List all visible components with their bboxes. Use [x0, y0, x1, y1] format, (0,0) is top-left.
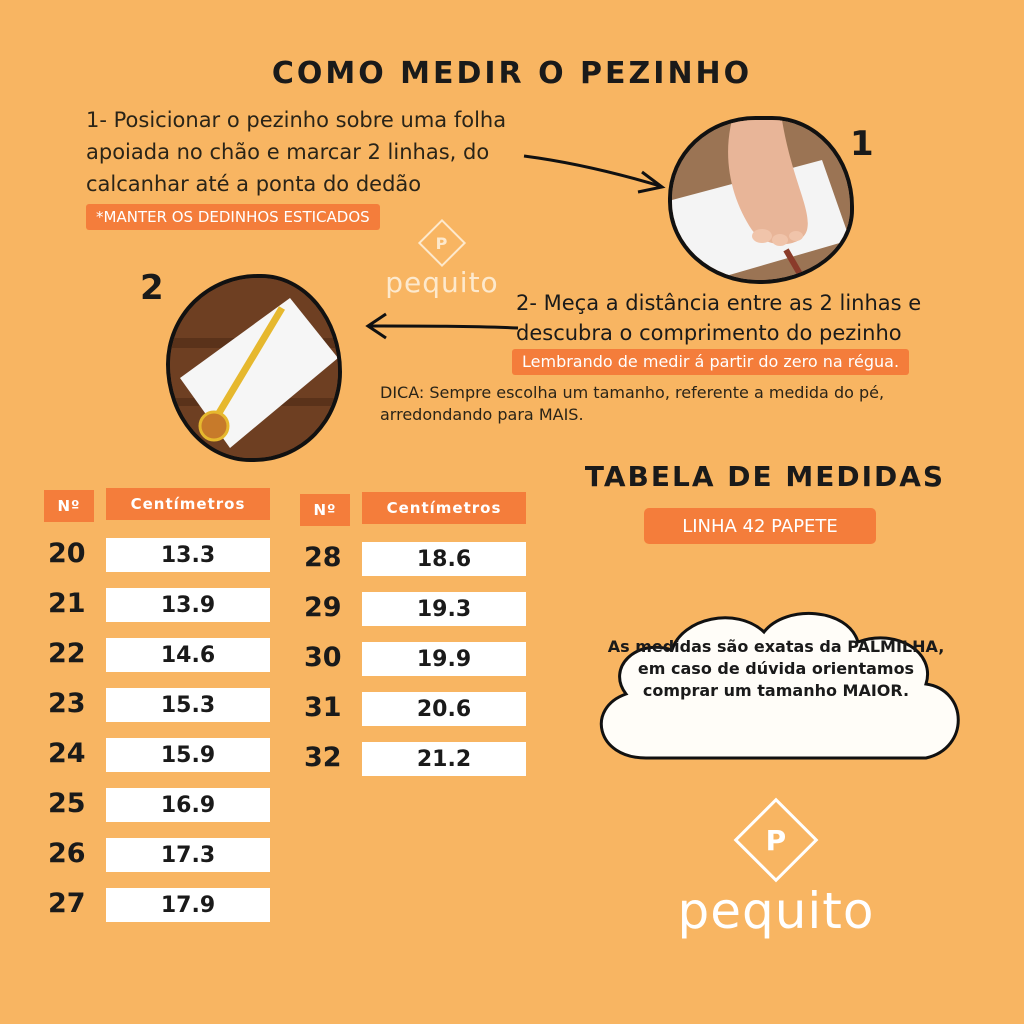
size-number: 23: [48, 688, 86, 719]
step2-instruction: 2- Meça a distância entre as 2 linhas e descubra o comprimento do pezinho: [516, 291, 922, 345]
left-col-num-header: Nº: [44, 490, 94, 522]
step1-tag: *MANTER OS DEDINHOS ESTICADOS: [86, 204, 380, 230]
size-cm: 19.3: [362, 592, 526, 626]
size-cm: 19.9: [362, 642, 526, 676]
size-cm: 14.6: [106, 638, 270, 672]
step1-number: 1: [850, 124, 874, 164]
size-number: 27: [48, 888, 86, 919]
size-number: 22: [48, 638, 86, 669]
step1-text: [86, 104, 526, 232]
brand-watermark: [382, 226, 502, 299]
size-number: 28: [304, 542, 342, 573]
step2-number: 2: [140, 268, 164, 308]
photo-foot-on-paper: [668, 116, 854, 284]
size-number: 25: [48, 788, 86, 819]
size-cm: 17.3: [106, 838, 270, 872]
size-number: 30: [304, 642, 342, 673]
size-cm: 13.9: [106, 588, 270, 622]
brand-logo-icon: P: [734, 798, 819, 883]
size-cm: 18.6: [362, 542, 526, 576]
arrow-to-photo1-icon: [520, 148, 670, 198]
brand-logo-icon: P: [418, 219, 466, 267]
size-number: 29: [304, 592, 342, 623]
right-col-cm-header: Centímetros: [362, 492, 526, 524]
size-number: 26: [48, 838, 86, 869]
size-number: 32: [304, 742, 342, 773]
table-title: TABELA DE MEDIDAS: [584, 460, 946, 493]
size-cm: 16.9: [106, 788, 270, 822]
brand-name-large: pequito: [677, 882, 875, 940]
step2-tag: Lembrando de medir á partir do zero na régua.: [512, 349, 909, 375]
tip-text: DICA: Sempre escolha um tamanho, referente a medida do pé, arredondando para MAIS.: [380, 383, 885, 424]
size-cm: 15.3: [106, 688, 270, 722]
page-title: COMO MEDIR O PEZINHO: [271, 56, 753, 91]
step1-instruction: 1- Posicionar o pezinho sobre uma folha apoiada no chão e marcar 2 linhas, do calcanhar até a ponta do dedão: [86, 108, 507, 196]
size-cm: 21.2: [362, 742, 526, 776]
left-col-cm-header: Centímetros: [106, 488, 270, 520]
size-cm: 20.6: [362, 692, 526, 726]
photo-ruler-measure: [166, 274, 342, 462]
size-number: 21: [48, 588, 86, 619]
size-cm: 15.9: [106, 738, 270, 772]
size-cm: 17.9: [106, 888, 270, 922]
size-number: 20: [48, 538, 86, 569]
size-number: 24: [48, 738, 86, 769]
line-tag: LINHA 42 PAPETE: [644, 508, 876, 544]
right-col-num-header: Nº: [300, 494, 350, 526]
size-number: 31: [304, 692, 342, 723]
arrow-to-photo2-icon: [362, 312, 522, 342]
brand-logo: [668, 810, 884, 940]
size-cm: 13.3: [106, 538, 270, 572]
insole-note: As medidas são exatas da PALMILHA, em caso de dúvida orientamos comprar um tamanho MAIOR.: [607, 637, 945, 700]
brand-name: pequito: [385, 266, 499, 299]
